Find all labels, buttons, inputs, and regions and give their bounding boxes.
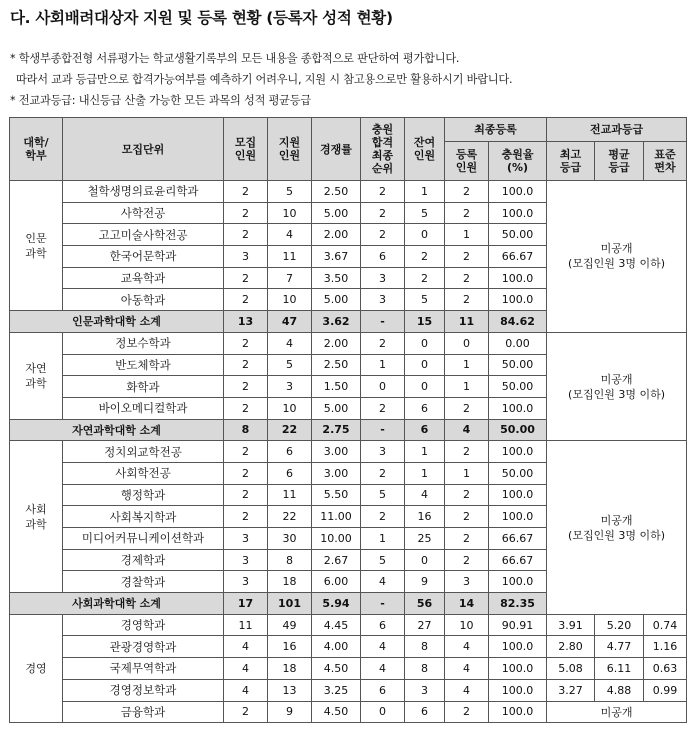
table-row xyxy=(10,441,687,463)
quota-cell: 2 xyxy=(224,397,268,419)
reg-count-cell: 2 xyxy=(445,267,489,289)
sd-cell: 0.74 xyxy=(644,614,687,636)
quota-cell: 2 xyxy=(224,484,268,506)
applicants-cell: 10 xyxy=(268,202,312,224)
quota-cell: 11 xyxy=(224,614,268,636)
table-row xyxy=(10,701,687,723)
undisclosed-cell: 미공개 (모집인원 3명 이하) xyxy=(547,332,687,440)
remaining-cell: 0 xyxy=(405,332,445,354)
waitlist-cell: 3 xyxy=(361,289,405,311)
unit-cell: 미디어커뮤니케이션학과 xyxy=(63,528,224,550)
sd-cell: 1.16 xyxy=(644,636,687,658)
applicants-cell: 8 xyxy=(268,549,312,571)
quota-cell: 2 xyxy=(224,289,268,311)
fill-rate-cell: 0.00 xyxy=(489,332,547,354)
header-final-registration: 최종등록 xyxy=(445,118,547,142)
fill-rate-cell: 50.00 xyxy=(489,376,547,398)
ratio-cell: 3.50 xyxy=(312,267,361,289)
header-avg-grade: 평균 등급 xyxy=(595,142,644,181)
unit-cell: 사회학전공 xyxy=(63,462,224,484)
applicants-cell: 47 xyxy=(268,311,312,333)
reg-count-cell: 2 xyxy=(445,202,489,224)
table-row xyxy=(10,181,687,203)
reg-count-cell: 2 xyxy=(445,484,489,506)
quota-cell: 3 xyxy=(224,246,268,268)
reg-count-cell: 2 xyxy=(445,289,489,311)
remaining-cell: 3 xyxy=(405,679,445,701)
waitlist-cell: 6 xyxy=(361,679,405,701)
best-grade-cell: 3.91 xyxy=(547,614,595,636)
ratio-cell: 2.67 xyxy=(312,549,361,571)
ratio-cell: 4.00 xyxy=(312,636,361,658)
reg-count-cell: 1 xyxy=(445,354,489,376)
ratio-cell: 5.00 xyxy=(312,289,361,311)
waitlist-cell: - xyxy=(361,311,405,333)
subtotal-label: 사회과학대학 소계 xyxy=(10,593,224,615)
undisclosed-cell: 미공개 (모집인원 3명 이하) xyxy=(547,181,687,333)
waitlist-cell: 2 xyxy=(361,506,405,528)
remaining-cell: 8 xyxy=(405,636,445,658)
waitlist-cell: 2 xyxy=(361,181,405,203)
applicants-cell: 18 xyxy=(268,658,312,680)
applicants-cell: 101 xyxy=(268,593,312,615)
reg-count-cell: 2 xyxy=(445,181,489,203)
reg-count-cell: 4 xyxy=(445,679,489,701)
undisclosed-cell: 미공개 xyxy=(547,701,687,723)
waitlist-cell: 2 xyxy=(361,202,405,224)
quota-cell: 2 xyxy=(224,701,268,723)
reg-count-cell: 1 xyxy=(445,224,489,246)
applicants-cell: 7 xyxy=(268,267,312,289)
quota-cell: 2 xyxy=(224,181,268,203)
quota-cell: 2 xyxy=(224,354,268,376)
fill-rate-cell: 100.0 xyxy=(489,701,547,723)
fill-rate-cell: 100.0 xyxy=(489,267,547,289)
ratio-cell: 2.75 xyxy=(312,419,361,441)
avg-grade-cell: 6.11 xyxy=(595,658,644,680)
fill-rate-cell: 82.35 xyxy=(489,593,547,615)
fill-rate-cell: 100.0 xyxy=(489,679,547,701)
sd-cell: 0.99 xyxy=(644,679,687,701)
unit-cell: 교육학과 xyxy=(63,267,224,289)
quota-cell: 2 xyxy=(224,267,268,289)
quota-cell: 2 xyxy=(224,462,268,484)
quota-cell: 4 xyxy=(224,636,268,658)
remaining-cell: 1 xyxy=(405,462,445,484)
fill-rate-cell: 100.0 xyxy=(489,506,547,528)
remaining-cell: 16 xyxy=(405,506,445,528)
applicants-cell: 4 xyxy=(268,224,312,246)
unit-cell: 국제무역학과 xyxy=(63,658,224,680)
fill-rate-cell: 100.0 xyxy=(489,441,547,463)
ratio-cell: 2.50 xyxy=(312,354,361,376)
waitlist-cell: 1 xyxy=(361,528,405,550)
header-reg-count: 등록 인원 xyxy=(445,142,489,181)
fill-rate-cell: 50.00 xyxy=(489,224,547,246)
reg-count-cell: 3 xyxy=(445,571,489,593)
applicants-cell: 18 xyxy=(268,571,312,593)
header-quota: 모집 인원 xyxy=(224,118,268,181)
applicants-cell: 9 xyxy=(268,701,312,723)
note-line: 따라서 교과 등급만으로 합격가능여부를 예측하기 어려우니, 지원 시 참고용으로만 활용하시기 바랍니다. xyxy=(16,73,513,86)
header-all-grade: 전교과등급 xyxy=(547,118,687,142)
header-fill-rate: 충원율 (%) xyxy=(489,142,547,181)
applicants-cell: 5 xyxy=(268,354,312,376)
unit-cell: 경영학과 xyxy=(63,614,224,636)
waitlist-cell: 2 xyxy=(361,397,405,419)
fill-rate-cell: 100.0 xyxy=(489,658,547,680)
fill-rate-cell: 50.00 xyxy=(489,354,547,376)
reg-count-cell: 11 xyxy=(445,311,489,333)
reg-count-cell: 2 xyxy=(445,506,489,528)
remaining-cell: 0 xyxy=(405,376,445,398)
header-sd: 표준 편차 xyxy=(644,142,687,181)
remaining-cell: 25 xyxy=(405,528,445,550)
ratio-cell: 10.00 xyxy=(312,528,361,550)
ratio-cell: 3.25 xyxy=(312,679,361,701)
subtotal-label: 자연과학대학 소계 xyxy=(10,419,224,441)
reg-count-cell: 4 xyxy=(445,658,489,680)
remaining-cell: 5 xyxy=(405,202,445,224)
remaining-cell: 6 xyxy=(405,397,445,419)
reg-count-cell: 4 xyxy=(445,636,489,658)
best-grade-cell: 3.27 xyxy=(547,679,595,701)
ratio-cell: 5.00 xyxy=(312,397,361,419)
applicants-cell: 4 xyxy=(268,332,312,354)
remaining-cell: 2 xyxy=(405,267,445,289)
reg-count-cell: 2 xyxy=(445,701,489,723)
reg-count-cell: 2 xyxy=(445,549,489,571)
unit-cell: 정치외교학전공 xyxy=(63,441,224,463)
ratio-cell: 3.00 xyxy=(312,441,361,463)
fill-rate-cell: 100.0 xyxy=(489,181,547,203)
remaining-cell: 1 xyxy=(405,181,445,203)
waitlist-cell: 0 xyxy=(361,376,405,398)
fill-rate-cell: 100.0 xyxy=(489,202,547,224)
waitlist-cell: 1 xyxy=(361,354,405,376)
ratio-cell: 4.50 xyxy=(312,658,361,680)
ratio-cell: 11.00 xyxy=(312,506,361,528)
fill-rate-cell: 84.62 xyxy=(489,311,547,333)
note-line: * 전교과등급: 내신등급 산출 가능한 모든 과목의 성적 평균등급 xyxy=(10,94,311,107)
remaining-cell: 27 xyxy=(405,614,445,636)
applicants-cell: 13 xyxy=(268,679,312,701)
table-row xyxy=(10,614,687,636)
header-remaining: 잔여 인원 xyxy=(405,118,445,181)
unit-cell: 아동학과 xyxy=(63,289,224,311)
waitlist-cell: 3 xyxy=(361,267,405,289)
unit-cell: 경영정보학과 xyxy=(63,679,224,701)
reg-count-cell: 2 xyxy=(445,397,489,419)
remaining-cell: 0 xyxy=(405,224,445,246)
applicants-cell: 30 xyxy=(268,528,312,550)
header-ratio: 경쟁률 xyxy=(312,118,361,181)
unit-cell: 바이오메디컬학과 xyxy=(63,397,224,419)
remaining-cell: 56 xyxy=(405,593,445,615)
college-cell: 인문 과학 xyxy=(10,181,63,311)
unit-cell: 사학전공 xyxy=(63,202,224,224)
quota-cell: 2 xyxy=(224,506,268,528)
reg-count-cell: 2 xyxy=(445,528,489,550)
quota-cell: 8 xyxy=(224,419,268,441)
waitlist-cell: 2 xyxy=(361,332,405,354)
applicants-cell: 10 xyxy=(268,397,312,419)
unit-cell: 반도체학과 xyxy=(63,354,224,376)
reg-count-cell: 4 xyxy=(445,419,489,441)
reg-count-cell: 10 xyxy=(445,614,489,636)
waitlist-cell: 0 xyxy=(361,701,405,723)
quota-cell: 3 xyxy=(224,571,268,593)
page-title: 다. 사회배려대상자 지원 및 등록 현황 (등록자 성적 현황) xyxy=(10,9,393,27)
remaining-cell: 15 xyxy=(405,311,445,333)
applicants-cell: 5 xyxy=(268,181,312,203)
reg-count-cell: 0 xyxy=(445,332,489,354)
ratio-cell: 4.45 xyxy=(312,614,361,636)
header-applicants: 지원 인원 xyxy=(268,118,312,181)
fill-rate-cell: 100.0 xyxy=(489,484,547,506)
waitlist-cell: 6 xyxy=(361,614,405,636)
remaining-cell: 4 xyxy=(405,484,445,506)
applicants-cell: 49 xyxy=(268,614,312,636)
quota-cell: 2 xyxy=(224,224,268,246)
college-cell: 자연 과학 xyxy=(10,332,63,419)
unit-cell: 화학과 xyxy=(63,376,224,398)
remaining-cell: 9 xyxy=(405,571,445,593)
remaining-cell: 2 xyxy=(405,246,445,268)
applicants-cell: 6 xyxy=(268,462,312,484)
unit-cell: 경찰학과 xyxy=(63,571,224,593)
unit-cell: 고고미술사학전공 xyxy=(63,224,224,246)
waitlist-cell: 5 xyxy=(361,484,405,506)
undisclosed-cell: 미공개 (모집인원 3명 이하) xyxy=(547,441,687,615)
ratio-cell: 5.50 xyxy=(312,484,361,506)
reg-count-cell: 2 xyxy=(445,246,489,268)
table-row xyxy=(10,636,687,658)
quota-cell: 2 xyxy=(224,202,268,224)
ratio-cell: 6.00 xyxy=(312,571,361,593)
quota-cell: 2 xyxy=(224,332,268,354)
waitlist-cell: 5 xyxy=(361,549,405,571)
fill-rate-cell: 66.67 xyxy=(489,246,547,268)
quota-cell: 2 xyxy=(224,441,268,463)
ratio-cell: 5.94 xyxy=(312,593,361,615)
ratio-cell: 2.00 xyxy=(312,224,361,246)
table-row xyxy=(10,332,687,354)
applicants-cell: 16 xyxy=(268,636,312,658)
note-line: * 학생부종합전형 서류평가는 학교생활기록부의 모든 내용을 종합적으로 판단하여 평가합니다. xyxy=(10,52,460,65)
fill-rate-cell: 50.00 xyxy=(489,419,547,441)
avg-grade-cell: 5.20 xyxy=(595,614,644,636)
college-cell: 사회 과학 xyxy=(10,441,63,593)
unit-cell: 행정학과 xyxy=(63,484,224,506)
admission-table xyxy=(9,117,687,723)
reg-count-cell: 14 xyxy=(445,593,489,615)
waitlist-cell: 2 xyxy=(361,224,405,246)
applicants-cell: 11 xyxy=(268,246,312,268)
waitlist-cell: 4 xyxy=(361,658,405,680)
fill-rate-cell: 100.0 xyxy=(489,636,547,658)
remaining-cell: 8 xyxy=(405,658,445,680)
waitlist-cell: 3 xyxy=(361,441,405,463)
quota-cell: 3 xyxy=(224,528,268,550)
remaining-cell: 6 xyxy=(405,419,445,441)
ratio-cell: 2.50 xyxy=(312,181,361,203)
applicants-cell: 22 xyxy=(268,506,312,528)
sd-cell: 0.63 xyxy=(644,658,687,680)
remaining-cell: 1 xyxy=(405,441,445,463)
table-row xyxy=(10,679,687,701)
subtotal-label: 인문과학대학 소계 xyxy=(10,311,224,333)
header-waitlist: 충원 합격 최종 순위 xyxy=(361,118,405,181)
waitlist-cell: - xyxy=(361,593,405,615)
ratio-cell: 4.50 xyxy=(312,701,361,723)
remaining-cell: 0 xyxy=(405,549,445,571)
college-cell: 경영 xyxy=(10,614,63,722)
quota-cell: 4 xyxy=(224,679,268,701)
quota-cell: 17 xyxy=(224,593,268,615)
fill-rate-cell: 66.67 xyxy=(489,528,547,550)
header-unit: 모집단위 xyxy=(63,118,224,181)
ratio-cell: 2.00 xyxy=(312,332,361,354)
applicants-cell: 10 xyxy=(268,289,312,311)
best-grade-cell: 2.80 xyxy=(547,636,595,658)
header-college: 대학/ 학부 xyxy=(10,118,63,181)
table-row xyxy=(10,658,687,680)
quota-cell: 4 xyxy=(224,658,268,680)
applicants-cell: 3 xyxy=(268,376,312,398)
applicants-cell: 22 xyxy=(268,419,312,441)
ratio-cell: 3.67 xyxy=(312,246,361,268)
waitlist-cell: 4 xyxy=(361,571,405,593)
waitlist-cell: 4 xyxy=(361,636,405,658)
unit-cell: 정보수학과 xyxy=(63,332,224,354)
unit-cell: 한국어문학과 xyxy=(63,246,224,268)
reg-count-cell: 1 xyxy=(445,376,489,398)
waitlist-cell: 2 xyxy=(361,462,405,484)
ratio-cell: 1.50 xyxy=(312,376,361,398)
applicants-cell: 6 xyxy=(268,441,312,463)
unit-cell: 경제학과 xyxy=(63,549,224,571)
waitlist-cell: 6 xyxy=(361,246,405,268)
unit-cell: 철학생명의료윤리학과 xyxy=(63,181,224,203)
ratio-cell: 5.00 xyxy=(312,202,361,224)
fill-rate-cell: 50.00 xyxy=(489,462,547,484)
reg-count-cell: 1 xyxy=(445,462,489,484)
remaining-cell: 5 xyxy=(405,289,445,311)
avg-grade-cell: 4.88 xyxy=(595,679,644,701)
quota-cell: 2 xyxy=(224,376,268,398)
header-best-grade: 최고 등급 xyxy=(547,142,595,181)
quota-cell: 3 xyxy=(224,549,268,571)
applicants-cell: 11 xyxy=(268,484,312,506)
remaining-cell: 6 xyxy=(405,701,445,723)
fill-rate-cell: 66.67 xyxy=(489,549,547,571)
fill-rate-cell: 100.0 xyxy=(489,397,547,419)
quota-cell: 13 xyxy=(224,311,268,333)
fill-rate-cell: 100.0 xyxy=(489,289,547,311)
best-grade-cell: 5.08 xyxy=(547,658,595,680)
remaining-cell: 0 xyxy=(405,354,445,376)
fill-rate-cell: 90.91 xyxy=(489,614,547,636)
unit-cell: 관광경영학과 xyxy=(63,636,224,658)
avg-grade-cell: 4.77 xyxy=(595,636,644,658)
unit-cell: 금융학과 xyxy=(63,701,224,723)
fill-rate-cell: 100.0 xyxy=(489,571,547,593)
unit-cell: 사회복지학과 xyxy=(63,506,224,528)
reg-count-cell: 2 xyxy=(445,441,489,463)
waitlist-cell: - xyxy=(361,419,405,441)
ratio-cell: 3.00 xyxy=(312,462,361,484)
ratio-cell: 3.62 xyxy=(312,311,361,333)
